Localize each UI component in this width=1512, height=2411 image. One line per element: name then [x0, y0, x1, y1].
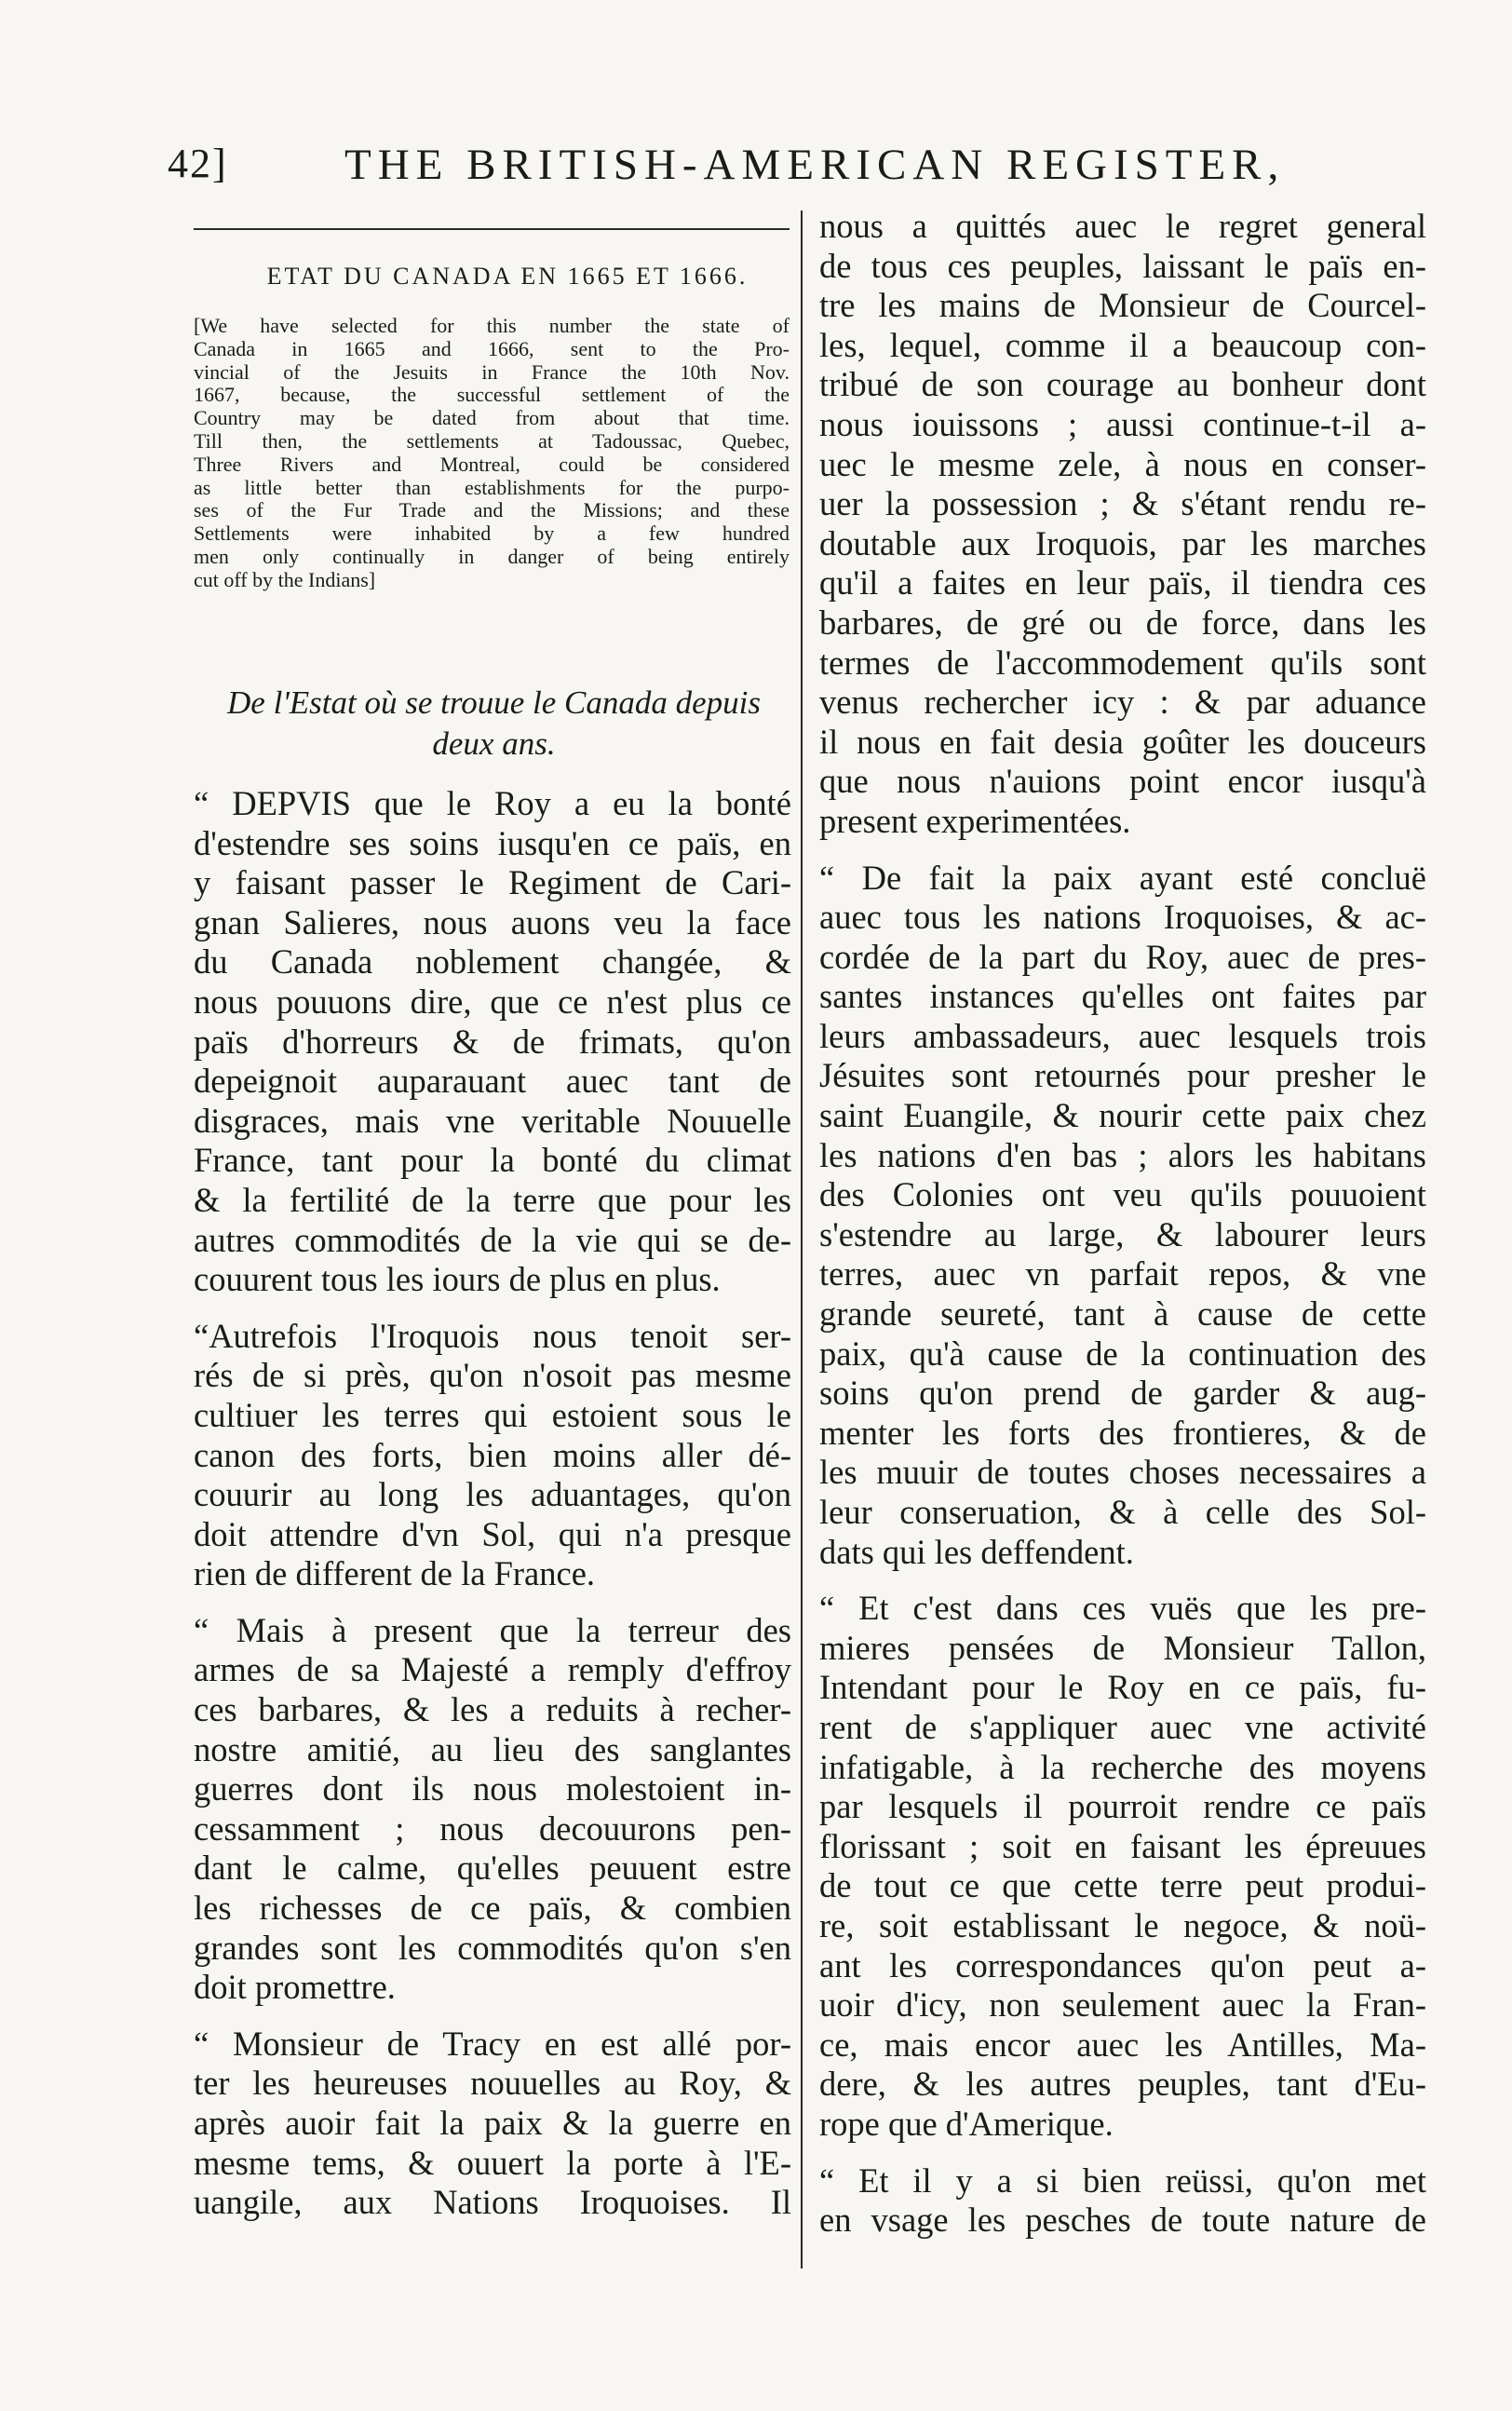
text-line: par lesquels il pourroit rendre ce païs: [819, 1787, 1426, 1826]
text-line: les muuir de toutes choses necessaires a: [819, 1453, 1426, 1492]
paragraph-gap: [194, 1300, 791, 1317]
page-number: 42]: [168, 141, 228, 186]
text-line: les richesses de ce païs, & combien: [194, 1889, 791, 1928]
intro-line: 1667, because, the successful settlement of the: [194, 383, 790, 407]
text-line: nous pouuons dire, que ce n'est plus ce: [194, 982, 791, 1021]
text-line: paix, qu'à cause de la continuation des: [819, 1334, 1426, 1373]
text-line: ter les heureuses nouuelles au Roy, &: [194, 2064, 791, 2103]
paragraph-gap: [819, 1572, 1426, 1589]
paragraph: [194, 2025, 791, 2223]
text-line: canon des forts, bien moins aller dé-: [194, 1435, 791, 1474]
paragraph-gap: [194, 2008, 791, 2025]
text-line: tribué de son courage au bonheur dont: [819, 365, 1426, 404]
intro-line: [We have selected for this number the state of: [194, 314, 790, 337]
text-line: venus rechercher icy : & par aduance: [819, 683, 1426, 722]
text-line: ant les correspondances qu'on peut a-: [819, 1945, 1426, 1984]
text-line: autres commodités de la vie qui se de-: [194, 1220, 791, 1259]
paragraph-gap: [819, 842, 1426, 859]
text-line: d'estendre ses soins iusqu'en ce païs, en: [194, 823, 791, 862]
text-line: tre les mains de Monsieur de Courcel-: [819, 286, 1426, 325]
text-line: de tous ces peuples, laissant le païs en-: [819, 246, 1426, 285]
text-line: s'estendre au large, & labourer leurs: [819, 1214, 1426, 1253]
text-line: termes de l'accommodement qu'ils sont: [819, 643, 1426, 682]
text-line: soins qu'on prend de garder & aug-: [819, 1374, 1426, 1413]
editorial-introduction: [194, 315, 790, 592]
text-line: uoir d'icy, non seulement auec la Fran-: [819, 1985, 1426, 2025]
section-rule: [194, 228, 790, 230]
text-line: leurs ambassadeurs, auec lesquels trois: [819, 1016, 1426, 1055]
text-line: “ Et il y a si bien reüssi, qu'on met: [819, 2160, 1426, 2200]
text-line: nous iouissons ; aussi continue-t-il a-: [819, 404, 1426, 443]
text-line: cessamment ; nous decouurons pen-: [194, 1808, 791, 1848]
text-line: qu'il a faites en leur païs, il tiendra ces: [819, 563, 1426, 603]
text-line: il nous en fait desia goûter les douceurs: [819, 722, 1426, 761]
text-line: florissant ; soit en faisant les épreuues: [819, 1826, 1426, 1865]
paragraph-gap: [194, 1594, 791, 1611]
left-column-text: [194, 784, 791, 2223]
text-line: Intendant pour le Roy en ce païs, fu-: [819, 1668, 1426, 1707]
text-line: mieres pensées de Monsieur Tallon,: [819, 1628, 1426, 1667]
text-line: santes instances qu'elles ont faites par: [819, 977, 1426, 1016]
right-column-text: [819, 207, 1426, 2241]
section-title: ETAT DU CANADA EN 1665 ET 1666.: [266, 263, 749, 290]
text-line: couurir au long les aduantages, qu'on: [194, 1475, 791, 1514]
text-line: infatigable, à la recherche des moyens: [819, 1747, 1426, 1786]
text-line: dats qui les deffendent.: [819, 1532, 1134, 1571]
text-line: disgraces, mais vne veritable Nouuelle: [194, 1101, 791, 1140]
paragraph: [194, 1317, 791, 1594]
text-line: Jésuites sont retournés pour presher le: [819, 1056, 1426, 1095]
text-line: saint Euangile, & nourir cette paix chez: [819, 1096, 1426, 1135]
text-line: y faisant passer le Regiment de Cari-: [194, 863, 791, 902]
text-line: couurent tous les iours de plus en plus.: [194, 1260, 721, 1299]
text-line: doutable aux Iroquois, par les marches: [819, 523, 1426, 562]
intro-line: Country may be dated from about that time.: [194, 406, 790, 430]
text-line: de tout ce que cette terre peut produi-: [819, 1866, 1426, 1905]
text-line: “ Mais à present que la terreur des: [194, 1610, 791, 1649]
text-line: leur conseruation, & à celle des Sol-: [819, 1493, 1426, 1531]
text-line: “ Monsieur de Tracy en est allé por-: [194, 2024, 791, 2063]
text-line: “ DEPVIS que le Roy a eu la bonté: [194, 784, 791, 822]
text-line: uec le mesme zele, à nous en conser-: [819, 444, 1426, 483]
intro-line: Canada in 1665 and 1666, sent to the Pro-: [194, 336, 790, 360]
text-line: terres, auec vn parfait repos, & vne: [819, 1254, 1426, 1294]
text-line: barbares, de gré ou de force, dans les: [819, 603, 1426, 642]
paragraph: [819, 1589, 1426, 2144]
paragraph-gap: [819, 2145, 1426, 2161]
text-line: rope que d'Amerique.: [819, 2104, 1114, 2143]
subheading-line: deux ans.: [432, 725, 556, 762]
intro-line: vincial of the Jesuits in France the 10th Nov.: [194, 359, 790, 384]
text-line: doit attendre d'vn Sol, qui n'a presque: [194, 1514, 791, 1553]
text-line: “ Et c'est dans ces vuës que les pre-: [819, 1589, 1426, 1628]
text-line: doit promettre.: [194, 1968, 396, 2007]
text-line: ce, mais encor auec les Antilles, Ma-: [819, 2025, 1426, 2064]
text-line: païs d'horreurs & de frimats, qu'on: [194, 1022, 791, 1061]
text-line: que nous n'auions point encor iusqu'à: [819, 762, 1426, 801]
paragraph: [194, 1611, 791, 2008]
column-divider: [801, 210, 803, 2269]
text-line: dere, & les autres peuples, tant d'Eu-: [819, 2065, 1426, 2104]
paragraph: [194, 784, 791, 1300]
intro-line: Settlements were inhabited by a few hundred: [194, 521, 790, 546]
text-line: uer la possession ; & s'étant rendu re-: [819, 484, 1426, 523]
text-line: cordée de la part du Roy, auec de pres-: [819, 937, 1426, 976]
text-line: des Colonies ont veu qu'ils pouuoient: [819, 1175, 1426, 1214]
subheading-line: De l'Estat où se trouue le Canada depuis: [227, 684, 761, 721]
text-line: armes de sa Majesté a remply d'effroy: [194, 1650, 791, 1689]
text-line: mesme tems, & ouuert la porte à l'E-: [194, 2143, 791, 2182]
text-line: grande seureté, tant à cause de cette: [819, 1294, 1426, 1334]
text-line: menter les forts des frontieres, & de: [819, 1413, 1426, 1452]
text-line: les, lequel, comme il a beaucoup con-: [819, 325, 1426, 364]
text-line: rés de si près, qu'on n'osoit pas mesme: [194, 1356, 791, 1395]
text-line: cultiuer les terres qui estoient sous le: [194, 1395, 791, 1434]
paragraph: [819, 859, 1426, 1573]
text-line: re, soit establissant le negoce, & noü-: [819, 1905, 1426, 1944]
text-line: ces barbares, & les a reduits à recher-: [194, 1690, 791, 1729]
text-line: du Canada noblement changée, &: [194, 942, 791, 982]
text-line: après auoir fait la paix & la guerre en: [194, 2104, 791, 2142]
article-subheading: [194, 683, 794, 765]
text-line: rent de s'appliquer auec vne activité: [819, 1707, 1426, 1746]
text-line: dant le calme, qu'elles peuuent estre: [194, 1849, 791, 1888]
text-line: depeignoit auparauant auec tant de: [194, 1062, 791, 1101]
text-line: uangile, aux Nations Iroquoises. Il: [194, 2183, 791, 2222]
text-line: en vsage les pesches de toute nature de: [819, 2201, 1426, 2240]
text-line: “ De fait la paix ayant esté concluë: [819, 858, 1426, 897]
intro-line: Till then, the settlements at Tadoussac, Quebec,: [194, 428, 790, 453]
intro-line: as little better than establishments for the purpo-: [194, 475, 790, 499]
running-header: [168, 140, 1434, 214]
text-line: rien de different de la France.: [194, 1554, 596, 1593]
text-line: les nations d'en bas ; alors les habitans: [819, 1135, 1426, 1174]
paragraph: [819, 2161, 1426, 2241]
intro-line: men only continually in danger of being entirely: [194, 544, 790, 568]
text-line: nostre amitié, au lieu des sanglantes: [194, 1729, 791, 1768]
text-line: gnan Salieres, nous auons veu la face: [194, 902, 791, 941]
text-line: nous a quittés auec le regret general: [819, 207, 1426, 245]
text-line: & la fertilité de la terre que pour les: [194, 1180, 791, 1219]
running-title: THE BRITISH-AMERICAN REGISTER,: [344, 141, 1286, 189]
text-line: guerres dont ils nous molestoient in-: [194, 1769, 791, 1808]
paragraph: [819, 207, 1426, 842]
text-line: auec tous les nations Iroquoises, & ac-: [819, 898, 1426, 937]
text-line: France, tant pour la bonté du climat: [194, 1141, 791, 1180]
intro-line: ses of the Fur Trade and the Missions; and these: [194, 498, 790, 522]
text-line: “Autrefois l'Iroquois nous tenoit ser-: [194, 1316, 791, 1355]
text-line: grandes sont les commodités qu'on s'en: [194, 1928, 791, 1967]
text-line: present experimentées.: [819, 801, 1131, 840]
intro-line: Three Rivers and Montreal, could be considered: [194, 452, 790, 476]
intro-line: cut off by the Indians]: [194, 567, 376, 591]
